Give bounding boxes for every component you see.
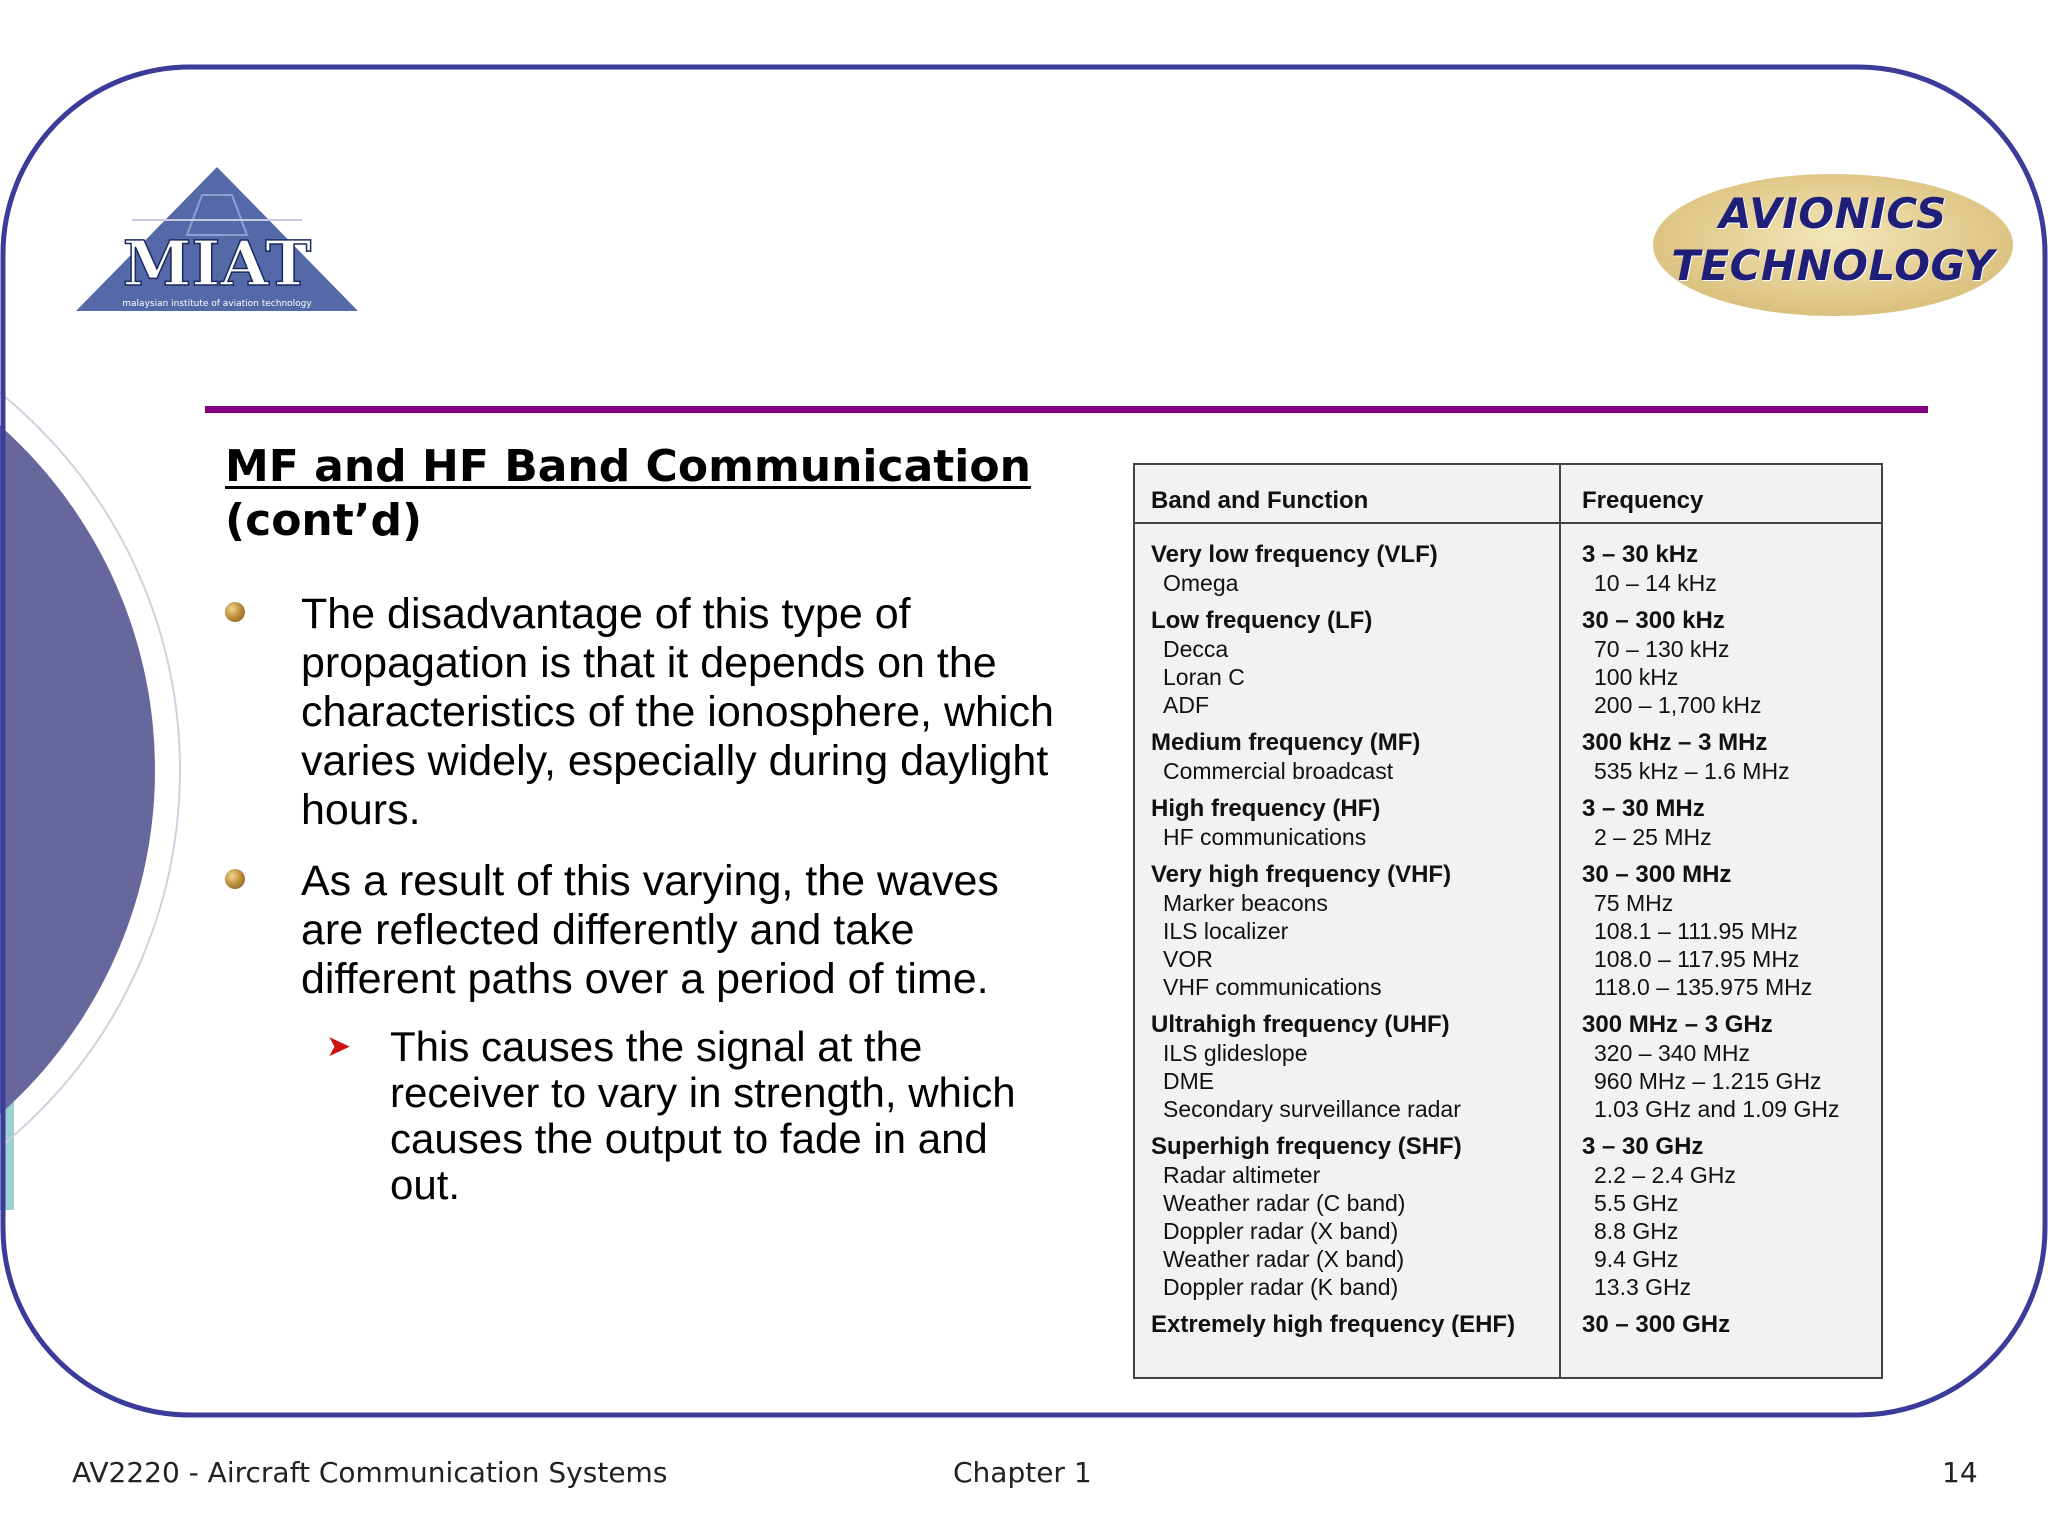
footer-chapter: Chapter 1: [953, 1456, 1092, 1489]
function-name: Weather radar (C band): [1163, 1190, 1406, 1216]
frequency-group: [1582, 1133, 1877, 1301]
function-frequency: 535 kHz – 1.6 MHz: [1594, 758, 1790, 784]
table-header-frequency: Frequency: [1582, 487, 1704, 514]
function-name: Weather radar (X band): [1163, 1246, 1405, 1272]
logo-text: MIAT: [122, 227, 312, 300]
band-range: 3 – 30 kHz: [1582, 541, 1699, 568]
band-group: [1151, 861, 1551, 1001]
band-name: Very high frequency (VHF): [1151, 861, 1452, 888]
left-circle: [0, 310, 155, 1230]
band-range: 3 – 30 GHz: [1582, 1133, 1704, 1160]
frequency-table: [1133, 463, 1883, 1379]
band-range: 300 MHz – 3 GHz: [1582, 1011, 1773, 1038]
footer-course: AV2220 - Aircraft Communication Systems: [72, 1456, 668, 1489]
frequency-group: [1582, 1011, 1877, 1123]
logo-tagline: malaysian institute of aviation technology: [122, 299, 312, 309]
frequency-group: [1582, 541, 1877, 597]
sub-bullet-text: This causes the signal at the receiver to vary in strength, which causes the output to fade in and out.: [390, 1023, 1016, 1208]
function-frequency: 1.03 GHz and 1.09 GHz: [1594, 1096, 1840, 1122]
slide-title: [225, 440, 1085, 548]
band-group: [1151, 541, 1551, 597]
miat-logo: [72, 165, 362, 315]
function-frequency: 200 – 1,700 kHz: [1594, 692, 1762, 718]
function-name: ILS glideslope: [1163, 1040, 1308, 1066]
title-rule: [205, 406, 1928, 413]
bullet-list: [225, 590, 1055, 1208]
function-frequency: 70 – 130 kHz: [1594, 636, 1730, 662]
band-name: Medium frequency (MF): [1151, 729, 1421, 756]
band-range: 300 kHz – 3 MHz: [1582, 729, 1768, 756]
bullet-text: As a result of this varying, the waves are reflected differently and take different paths over a period of time.: [301, 857, 999, 1003]
function-frequency: 960 MHz – 1.215 GHz: [1594, 1068, 1822, 1094]
badge-line1: AVIONICS: [1719, 189, 1947, 238]
function-frequency: 13.3 GHz: [1594, 1274, 1692, 1300]
function-name: Commercial broadcast: [1163, 758, 1394, 784]
frequency-group: [1582, 729, 1877, 785]
band-group: [1151, 729, 1551, 785]
function-name: Radar altimeter: [1163, 1162, 1321, 1188]
bullet-item: [225, 857, 1055, 1004]
function-name: DME: [1163, 1068, 1215, 1094]
function-frequency: 100 kHz: [1594, 664, 1679, 690]
function-frequency: 10 – 14 kHz: [1594, 570, 1717, 596]
badge-line2: TECHNOLOGY: [1671, 241, 1995, 290]
bullet-dot-icon: [225, 602, 245, 622]
badge-text: [1652, 188, 2014, 292]
function-name: Loran C: [1163, 664, 1245, 690]
function-name: HF communications: [1163, 824, 1367, 850]
band-range: 3 – 30 MHz: [1582, 795, 1705, 822]
band-group: [1151, 1311, 1551, 1339]
band-group: [1151, 1133, 1551, 1301]
band-name: Very low frequency (VLF): [1151, 541, 1438, 568]
band-range: 30 – 300 MHz: [1582, 861, 1732, 888]
band-name: Low frequency (LF): [1151, 607, 1373, 634]
arrow-bullet-icon: ➤: [326, 1030, 352, 1063]
band-range: 30 – 300 kHz: [1582, 607, 1725, 634]
band-group: [1151, 1011, 1551, 1123]
function-frequency: 8.8 GHz: [1594, 1218, 1679, 1244]
function-frequency: 118.0 – 135.975 MHz: [1594, 974, 1813, 1000]
function-name: Omega: [1163, 570, 1239, 596]
function-name: Doppler radar (K band): [1163, 1274, 1399, 1300]
frequency-group: [1582, 607, 1877, 719]
function-frequency: 2.2 – 2.4 GHz: [1594, 1162, 1736, 1188]
function-name: Marker beacons: [1163, 890, 1328, 916]
frequency-group: [1582, 861, 1877, 1001]
title-line2: (cont’d): [225, 495, 423, 546]
band-name: Superhigh frequency (SHF): [1151, 1133, 1462, 1160]
band-column: [1151, 541, 1551, 1349]
function-frequency: 108.0 – 117.95 MHz: [1594, 946, 1800, 972]
function-name: VOR: [1163, 946, 1213, 972]
function-frequency: 108.1 – 111.95 MHz: [1594, 918, 1798, 944]
table-header-divider: [1135, 522, 1881, 524]
function-name: ILS localizer: [1163, 918, 1289, 944]
bullet-dot-icon: [225, 869, 245, 889]
function-frequency: 320 – 340 MHz: [1594, 1040, 1750, 1066]
function-frequency: 5.5 GHz: [1594, 1190, 1679, 1216]
table-header-band: Band and Function: [1151, 487, 1369, 514]
function-name: Doppler radar (X band): [1163, 1218, 1399, 1244]
frequency-group: [1582, 1311, 1877, 1339]
frequency-group: [1582, 795, 1877, 851]
band-name: Ultrahigh frequency (UHF): [1151, 1011, 1450, 1038]
function-name: Decca: [1163, 636, 1229, 662]
frequency-column: [1582, 541, 1877, 1349]
function-frequency: 9.4 GHz: [1594, 1246, 1679, 1272]
function-frequency: 75 MHz: [1594, 890, 1674, 916]
bullet-text: The disadvantage of this type of propagation is that it depends on the characteristics of the ionosphere, which varies widely, especially during daylight hours.: [301, 590, 1054, 834]
band-range: 30 – 300 GHz: [1582, 1311, 1731, 1338]
sub-bullet-item: [326, 1023, 1055, 1208]
function-name: Secondary surveillance radar: [1163, 1096, 1461, 1122]
band-group: [1151, 607, 1551, 719]
title-line1: MF and HF Band Communication: [225, 441, 1031, 492]
band-group: [1151, 795, 1551, 851]
bullet-item: [225, 590, 1055, 835]
function-name: VHF communications: [1163, 974, 1382, 1000]
function-frequency: 2 – 25 MHz: [1594, 824, 1712, 850]
table-column-divider: [1559, 465, 1561, 1377]
footer-page-number: 14: [1942, 1456, 1978, 1489]
band-name: High frequency (HF): [1151, 795, 1381, 822]
band-name: Extremely high frequency (EHF): [1151, 1311, 1516, 1338]
function-name: ADF: [1163, 692, 1209, 718]
